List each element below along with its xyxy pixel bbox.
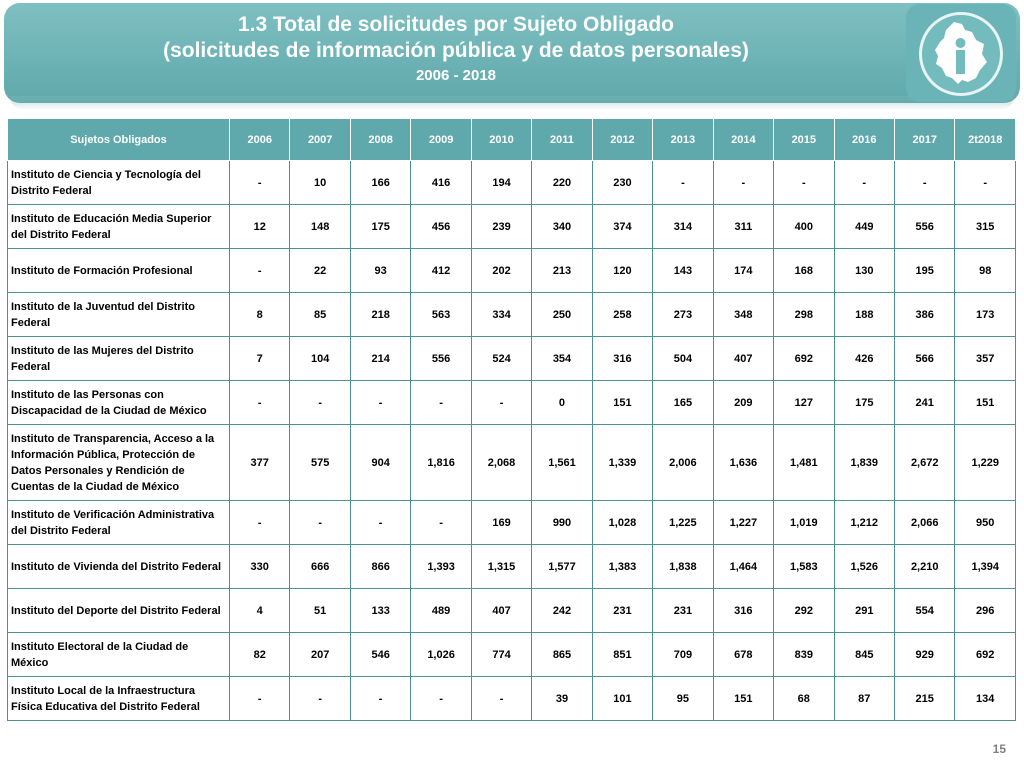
table-cell: 839 (774, 633, 834, 677)
table-cell: 273 (653, 293, 713, 337)
table-cell: 85 (290, 293, 350, 337)
table-cell: 134 (955, 677, 1016, 721)
table-cell: 82 (230, 633, 290, 677)
table-cell: 774 (471, 633, 531, 677)
table-cell: 218 (350, 293, 410, 337)
table-cell: 51 (290, 589, 350, 633)
table-cell: 4 (230, 589, 290, 633)
table-cell: 2,066 (894, 501, 954, 545)
table-cell: 202 (471, 249, 531, 293)
table-cell: 215 (894, 677, 954, 721)
table-cell: 230 (592, 161, 652, 205)
table-cell: 298 (774, 293, 834, 337)
table-cell: 1,315 (471, 545, 531, 589)
table-cell: 231 (592, 589, 652, 633)
row-label: Instituto de Transparencia, Acceso a la Información Pública, Protección de Datos Personales y Rendición de Cuentas de la Ciudad de México (8, 425, 230, 501)
table-cell: 130 (834, 249, 894, 293)
column-header: 2017 (894, 119, 954, 161)
table-cell: 416 (411, 161, 471, 205)
table-cell: 104 (290, 337, 350, 381)
row-label: Instituto de Ciencia y Tecnología del Distrito Federal (8, 161, 230, 205)
table-cell: 231 (653, 589, 713, 633)
institution-logo (906, 4, 1016, 102)
table-cell: 133 (350, 589, 410, 633)
column-header: 2007 (290, 119, 350, 161)
row-label: Instituto Local de la Infraestructura Física Educativa del Distrito Federal (8, 677, 230, 721)
table-cell: 929 (894, 633, 954, 677)
table-cell: 1,339 (592, 425, 652, 501)
table-cell: 314 (653, 205, 713, 249)
table-cell: 489 (411, 589, 471, 633)
table-cell: 556 (894, 205, 954, 249)
table-cell: 950 (955, 501, 1016, 545)
city-map-icon (932, 20, 990, 86)
table-cell: 666 (290, 545, 350, 589)
column-header: 2010 (471, 119, 531, 161)
table-row (8, 677, 1016, 721)
table-cell: 207 (290, 633, 350, 677)
table-cell: 524 (471, 337, 531, 381)
table-cell: 1,225 (653, 501, 713, 545)
table-cell: 174 (713, 249, 773, 293)
table-header-row (8, 119, 1016, 161)
table-cell: 1,026 (411, 633, 471, 677)
table-row (8, 633, 1016, 677)
table-cell: 166 (350, 161, 410, 205)
table-cell: 296 (955, 589, 1016, 633)
table-cell: 93 (350, 249, 410, 293)
table-cell: 12 (230, 205, 290, 249)
table-cell: 412 (411, 249, 471, 293)
table-cell: 354 (532, 337, 592, 381)
table-cell: - (894, 161, 954, 205)
table-cell: 865 (532, 633, 592, 677)
column-header: 2015 (774, 119, 834, 161)
table-cell: 316 (713, 589, 773, 633)
table-cell: 692 (955, 633, 1016, 677)
table-cell: 87 (834, 677, 894, 721)
table-cell: 127 (774, 381, 834, 425)
table-cell: 563 (411, 293, 471, 337)
table-cell: - (471, 677, 531, 721)
table-row (8, 249, 1016, 293)
table-cell: 165 (653, 381, 713, 425)
table-cell: 120 (592, 249, 652, 293)
table-cell: 292 (774, 589, 834, 633)
table-cell: 1,227 (713, 501, 773, 545)
table-cell: 1,229 (955, 425, 1016, 501)
table-cell: 250 (532, 293, 592, 337)
table-cell: 334 (471, 293, 531, 337)
row-label: Instituto de Educación Media Superior del Distrito Federal (8, 205, 230, 249)
table-cell: 214 (350, 337, 410, 381)
table-cell: 143 (653, 249, 713, 293)
table-cell: 1,838 (653, 545, 713, 589)
column-header: 2012 (592, 119, 652, 161)
table-cell: 904 (350, 425, 410, 501)
table-cell: 98 (955, 249, 1016, 293)
table-cell: 258 (592, 293, 652, 337)
table-cell: 426 (834, 337, 894, 381)
row-label: Instituto de Verificación Administrativa del Distrito Federal (8, 501, 230, 545)
table-cell: 2,672 (894, 425, 954, 501)
table-cell: 241 (894, 381, 954, 425)
table-cell: 175 (834, 381, 894, 425)
table-cell: 7 (230, 337, 290, 381)
table-cell: 39 (532, 677, 592, 721)
page-title: 1.3 Total de solicitudes por Sujeto Obligado (238, 13, 674, 36)
table-cell: 449 (834, 205, 894, 249)
table-cell: 101 (592, 677, 652, 721)
table-cell: 151 (713, 677, 773, 721)
table-cell: 1,028 (592, 501, 652, 545)
table-cell: - (230, 381, 290, 425)
table-cell: 220 (532, 161, 592, 205)
table-cell: 709 (653, 633, 713, 677)
table-cell: 575 (290, 425, 350, 501)
table-cell: - (653, 161, 713, 205)
table-cell: 316 (592, 337, 652, 381)
table-cell: - (230, 677, 290, 721)
table-cell: 851 (592, 633, 652, 677)
column-header: 2009 (411, 119, 471, 161)
table-cell: 1,636 (713, 425, 773, 501)
table-cell: 340 (532, 205, 592, 249)
table-row (8, 337, 1016, 381)
table-cell: 1,464 (713, 545, 773, 589)
table-cell: - (411, 501, 471, 545)
table-cell: 357 (955, 337, 1016, 381)
table-cell: 188 (834, 293, 894, 337)
table-body (8, 161, 1016, 721)
table-cell: 239 (471, 205, 531, 249)
table-cell: 377 (230, 425, 290, 501)
title-block (10, 12, 902, 86)
column-header: 2006 (230, 119, 290, 161)
table-cell: 1,526 (834, 545, 894, 589)
column-header: 2t2018 (955, 119, 1016, 161)
table-cell: 169 (471, 501, 531, 545)
table-cell: 504 (653, 337, 713, 381)
table-cell: 1,481 (774, 425, 834, 501)
table-cell: 407 (713, 337, 773, 381)
table-cell: - (411, 677, 471, 721)
table-cell: 456 (411, 205, 471, 249)
table-cell: 1,394 (955, 545, 1016, 589)
table-cell: 68 (774, 677, 834, 721)
table-cell: - (350, 381, 410, 425)
row-label: Instituto de las Mujeres del Distrito Federal (8, 337, 230, 381)
table-row (8, 501, 1016, 545)
table-row (8, 293, 1016, 337)
table-cell: 386 (894, 293, 954, 337)
column-header: Sujetos Obligados (8, 119, 230, 161)
table-cell: 8 (230, 293, 290, 337)
table-cell: - (411, 381, 471, 425)
table-cell: 1,393 (411, 545, 471, 589)
row-label: Instituto de Vivienda del Distrito Federal (8, 545, 230, 589)
table-cell: 151 (592, 381, 652, 425)
table-cell: - (471, 381, 531, 425)
row-label: Instituto de Formación Profesional (8, 249, 230, 293)
column-header: 2011 (532, 119, 592, 161)
table-cell: 990 (532, 501, 592, 545)
table-row (8, 381, 1016, 425)
table-cell: 554 (894, 589, 954, 633)
table-cell: - (290, 381, 350, 425)
table-cell: 556 (411, 337, 471, 381)
table-cell: 2,006 (653, 425, 713, 501)
table-cell: 148 (290, 205, 350, 249)
table-cell: 311 (713, 205, 773, 249)
table-cell: - (774, 161, 834, 205)
table-row (8, 161, 1016, 205)
table-row (8, 425, 1016, 501)
table-cell: 213 (532, 249, 592, 293)
table-cell: 173 (955, 293, 1016, 337)
table-cell: 1,583 (774, 545, 834, 589)
banner-shadow (10, 96, 1014, 110)
column-header: 2008 (350, 119, 410, 161)
table-cell: 291 (834, 589, 894, 633)
row-label: Instituto del Deporte del Distrito Federal (8, 589, 230, 633)
table-cell: 348 (713, 293, 773, 337)
table-cell: 692 (774, 337, 834, 381)
table-cell: - (713, 161, 773, 205)
table-cell: 1,839 (834, 425, 894, 501)
table-cell: 242 (532, 589, 592, 633)
table-cell: 546 (350, 633, 410, 677)
year-range: 2006 - 2018 (415, 67, 497, 84)
requests-table (7, 118, 1016, 721)
table-cell: - (230, 249, 290, 293)
table-cell: 1,383 (592, 545, 652, 589)
table-cell: 168 (774, 249, 834, 293)
column-header: 2013 (653, 119, 713, 161)
table-cell: - (350, 677, 410, 721)
column-header: 2016 (834, 119, 894, 161)
page-subtitle: (solicitudes de información pública y de datos personales) (163, 39, 749, 62)
table-cell: - (834, 161, 894, 205)
table-cell: 1,561 (532, 425, 592, 501)
table-row (8, 205, 1016, 249)
table-cell: 678 (713, 633, 773, 677)
table-cell: 151 (955, 381, 1016, 425)
table-cell: 209 (713, 381, 773, 425)
table-cell: 374 (592, 205, 652, 249)
row-label: Instituto de la Juventud del Distrito Federal (8, 293, 230, 337)
table-cell: 1,019 (774, 501, 834, 545)
table-cell: 400 (774, 205, 834, 249)
table-cell: 315 (955, 205, 1016, 249)
row-label: Instituto de las Personas con Discapacidad de la Ciudad de México (8, 381, 230, 425)
table-cell: 2,068 (471, 425, 531, 501)
table-cell: - (290, 677, 350, 721)
table-cell: 22 (290, 249, 350, 293)
table-cell: 10 (290, 161, 350, 205)
column-header: 2014 (713, 119, 773, 161)
table-cell: - (350, 501, 410, 545)
table-cell: - (955, 161, 1016, 205)
table-cell: - (230, 501, 290, 545)
table-row (8, 545, 1016, 589)
table-cell: 95 (653, 677, 713, 721)
page-number: 15 (992, 742, 1006, 756)
table-cell: 407 (471, 589, 531, 633)
table-cell: 194 (471, 161, 531, 205)
table-cell: 845 (834, 633, 894, 677)
row-label: Instituto Electoral de la Ciudad de México (8, 633, 230, 677)
table-cell: 195 (894, 249, 954, 293)
table-cell: - (230, 161, 290, 205)
table-cell: 566 (894, 337, 954, 381)
table-cell: 330 (230, 545, 290, 589)
table-cell: 0 (532, 381, 592, 425)
table-cell: 1,212 (834, 501, 894, 545)
table-cell: 2,210 (894, 545, 954, 589)
table-cell: 866 (350, 545, 410, 589)
table-cell: 175 (350, 205, 410, 249)
table-cell: 1,577 (532, 545, 592, 589)
table-cell: - (290, 501, 350, 545)
table-row (8, 589, 1016, 633)
table-cell: 1,816 (411, 425, 471, 501)
